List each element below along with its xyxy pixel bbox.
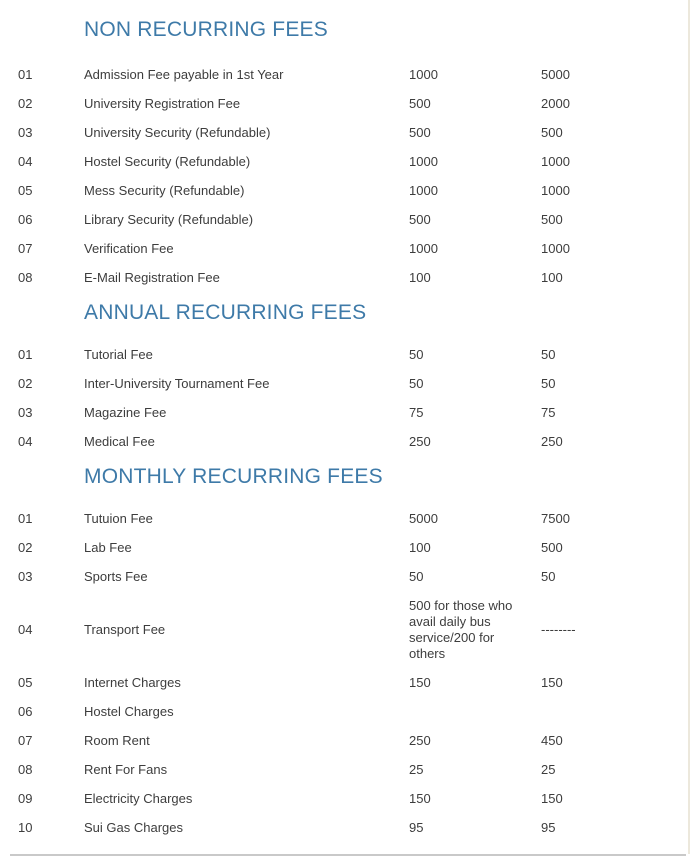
fee-amount-1: 500 for those who avail daily bus service/200 for others (409, 597, 513, 661)
row-number: 08 (18, 269, 33, 285)
row-number: 06 (18, 211, 33, 227)
row-number: 03 (18, 568, 33, 584)
fee-description: Inter-University Tournament Fee (84, 375, 270, 391)
row-number: 05 (18, 674, 33, 690)
section-title: NON RECURRING FEES (84, 18, 328, 41)
fee-amount-2: 50 (541, 375, 556, 391)
fee-row (18, 205, 695, 234)
fee-row (18, 398, 695, 427)
fee-amount-2: 5000 (541, 66, 570, 82)
fee-amount-2: 150 (541, 674, 563, 690)
fee-description: Sports Fee (84, 568, 148, 584)
fee-amount-2: 450 (541, 732, 563, 748)
fee-description: Tutorial Fee (84, 346, 153, 362)
fee-amount-1: 5000 (409, 510, 438, 526)
row-number: 10 (18, 819, 33, 835)
fee-amount-1: 500 (409, 124, 431, 140)
row-number: 04 (18, 433, 33, 449)
fee-row (18, 234, 695, 263)
fee-row (18, 340, 695, 369)
fee-row (18, 504, 695, 533)
fee-description: Hostel Security (Refundable) (84, 153, 251, 169)
fee-description: Hostel Charges (84, 703, 174, 719)
fee-amount-1: 500 (409, 211, 431, 227)
fee-amount-1: 250 (409, 433, 431, 449)
fee-amount-2: 500 (541, 211, 563, 227)
fee-amount-2: 2000 (541, 95, 570, 111)
fee-rows (18, 60, 695, 292)
row-number: 01 (18, 510, 33, 526)
row-number: 01 (18, 346, 33, 362)
section-title: ANNUAL RECURRING FEES (84, 301, 367, 324)
fee-amount-2: -------- (541, 621, 576, 637)
fee-row (18, 755, 695, 784)
fee-amount-2: 500 (541, 124, 563, 140)
row-number: 01 (18, 66, 33, 82)
fee-amount-1: 25 (409, 761, 424, 777)
row-number: 08 (18, 761, 33, 777)
fee-row (18, 263, 695, 292)
row-number: 04 (18, 153, 33, 169)
fee-row (18, 427, 695, 456)
fee-description: Magazine Fee (84, 404, 167, 420)
fee-description: Internet Charges (84, 674, 181, 690)
fee-amount-1: 50 (409, 346, 424, 362)
fee-amount-2: 100 (541, 269, 563, 285)
fee-row (18, 89, 695, 118)
fee-rows (18, 504, 695, 842)
fee-rows (18, 340, 695, 456)
fee-description: Lab Fee (84, 539, 132, 555)
section-title: MONTHLY RECURRING FEES (84, 465, 383, 488)
fee-amount-1: 100 (409, 539, 431, 555)
fee-description: Mess Security (Refundable) (84, 182, 245, 198)
fee-description: Transport Fee (84, 621, 166, 637)
fee-amount-2: 7500 (541, 510, 570, 526)
fee-amount-1: 1000 (409, 153, 438, 169)
fee-description: Admission Fee payable in 1st Year (84, 66, 284, 82)
fee-amount-2: 75 (541, 404, 556, 420)
row-number: 05 (18, 182, 33, 198)
row-number: 02 (18, 95, 33, 111)
fee-row (18, 176, 695, 205)
row-number: 04 (18, 621, 33, 637)
fee-section (18, 18, 695, 292)
fee-amount-1: 150 (409, 790, 431, 806)
fee-row (18, 118, 695, 147)
fee-amount-1: 500 (409, 95, 431, 111)
fee-amount-2: 250 (541, 433, 563, 449)
fee-section (18, 301, 695, 456)
fee-row (18, 697, 695, 726)
fee-description: Rent For Fans (84, 761, 168, 777)
row-number: 07 (18, 240, 33, 256)
fee-description: Medical Fee (84, 433, 155, 449)
fee-section (18, 465, 695, 842)
fee-amount-2: 25 (541, 761, 556, 777)
fee-description: Room Rent (84, 732, 150, 748)
bottom-divider (10, 854, 686, 856)
fee-amount-1: 250 (409, 732, 431, 748)
row-number: 03 (18, 404, 33, 420)
fee-row (18, 591, 695, 668)
fee-amount-2 (541, 704, 695, 720)
fee-row (18, 668, 695, 697)
fee-description: Electricity Charges (84, 790, 193, 806)
row-number: 02 (18, 375, 33, 391)
fee-amount-2: 1000 (541, 240, 570, 256)
fee-amount-2: 1000 (541, 182, 570, 198)
fee-description: E-Mail Registration Fee (84, 269, 220, 285)
right-edge-line (688, 0, 690, 854)
fee-row (18, 533, 695, 562)
fee-description: Verification Fee (84, 240, 174, 256)
fee-amount-1: 150 (409, 674, 431, 690)
row-number: 03 (18, 124, 33, 140)
row-number: 02 (18, 539, 33, 555)
fee-description: University Security (Refundable) (84, 124, 271, 140)
fee-amount-2: 1000 (541, 153, 570, 169)
fee-amount-1: 1000 (409, 66, 438, 82)
fee-description: University Registration Fee (84, 95, 241, 111)
fee-row (18, 60, 695, 89)
fee-amount-1: 50 (409, 568, 424, 584)
fee-amount-2: 95 (541, 819, 556, 835)
row-number: 09 (18, 790, 33, 806)
fee-description: Library Security (Refundable) (84, 211, 254, 227)
fee-amount-1: 100 (409, 269, 431, 285)
fee-row (18, 562, 695, 591)
fee-amount-1: 50 (409, 375, 424, 391)
fee-amount-1: 75 (409, 404, 424, 420)
fee-description: Tutuion Fee (84, 510, 153, 526)
row-number: 07 (18, 732, 33, 748)
fee-amount-2: 500 (541, 539, 563, 555)
fee-row (18, 369, 695, 398)
fee-amount-1: 1000 (409, 240, 438, 256)
fee-row (18, 813, 695, 842)
fee-amount-2: 50 (541, 568, 556, 584)
fee-amount-1: 1000 (409, 182, 438, 198)
fee-amount-2: 50 (541, 346, 556, 362)
fee-row (18, 147, 695, 176)
fee-amount-1 (409, 704, 541, 720)
fee-row (18, 726, 695, 755)
fee-row (18, 784, 695, 813)
fee-amount-1: 95 (409, 819, 424, 835)
fee-description: Sui Gas Charges (84, 819, 183, 835)
fee-amount-2: 150 (541, 790, 563, 806)
row-number: 06 (18, 703, 33, 719)
